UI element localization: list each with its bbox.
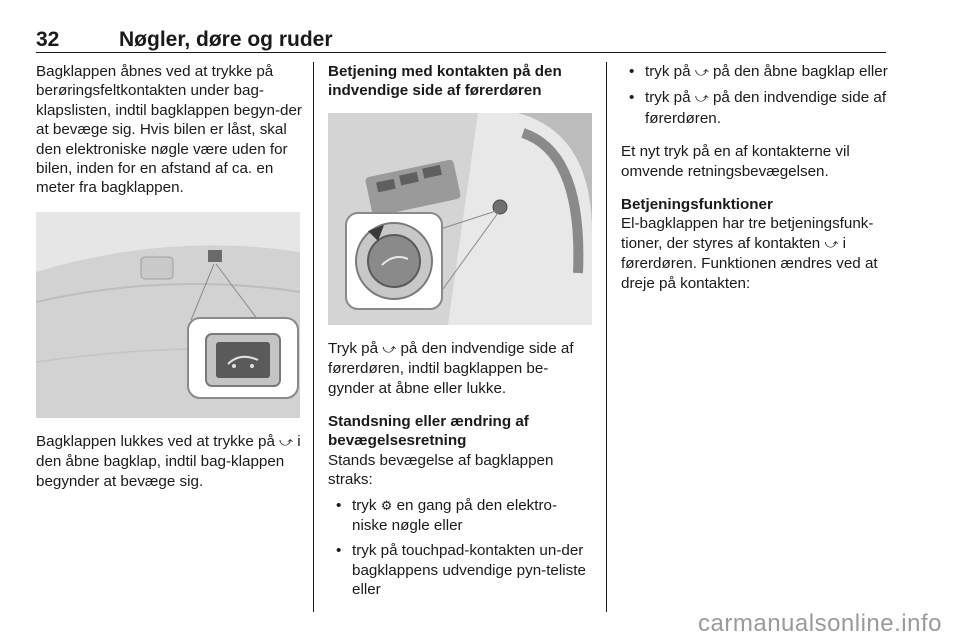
tailgate-icon: ⤻ — [279, 434, 294, 450]
list-item: • tryk ⚙ en gang på den elektro-niske nøgle eller — [328, 496, 592, 536]
list-item: • tryk på ⤻ på den indvendige side af førerdøren. — [621, 88, 891, 128]
driver-door-switch-figure — [328, 113, 592, 325]
chapter-title: Nøgler, døre og ruder — [119, 28, 333, 51]
tailgate-icon: ⤻ — [694, 91, 709, 107]
column-divider-2 — [606, 62, 607, 612]
tailgate-icon: ⤻ — [694, 65, 709, 80]
column-2 — [328, 62, 592, 614]
column-divider-1 — [313, 62, 314, 612]
stop-methods-list — [328, 496, 592, 600]
page-header — [36, 26, 886, 54]
paragraph-operating-functions: El-bagklappen har tre betjeningsfunk-tioner, der styres af kontakten ⤻ i førerdøren. Funktionen ændres ved at dreje på kontakten: — [621, 215, 878, 292]
heading-operating-functions: Betjeningsfunktioner — [621, 196, 773, 214]
column-3 — [621, 62, 891, 307]
tailgate-switch-figure — [36, 212, 300, 418]
paragraph-reverse-direction: Et nyt tryk på en af kontakterne vil omvende retningsbevægelsen. — [621, 143, 850, 180]
heading-stop-reverse: Standsning eller ændring af bevægelsesretning — [328, 413, 529, 450]
list-item: • tryk på ⤻ på den åbne bagklap eller — [621, 62, 891, 82]
list-item: • tryk på touchpad-kontakten un-der bagklappens udvendige pyn-teliste eller — [328, 541, 592, 599]
header-rule — [36, 52, 886, 53]
paragraph-press-switch: Tryk på ⤻ på den indvendige side af førerdøren, indtil bagklappen be-gynder at åbne eller lukke. — [328, 339, 574, 397]
paragraph-stop-motion: Stands bevægelse af bagklappen straks: — [328, 451, 554, 489]
key-icon: ⚙ — [380, 498, 393, 514]
heading-driver-door-switch: Betjening med kontakten på den indvendige side af førerdøren — [328, 63, 562, 100]
paragraph-close-tailgate: Bagklappen lukkes ved at trykke på ⤻ i den åbne bagklap, indtil bag-klappen begynder at bevæge sig. — [36, 432, 301, 490]
tailgate-icon: ⤻ — [824, 236, 839, 252]
page-number: 32 — [36, 28, 60, 51]
tailgate-icon: ⤻ — [382, 341, 397, 357]
watermark: carmanualsonline.info — [698, 610, 942, 637]
stop-methods-list-continued — [621, 62, 891, 128]
column-1 — [36, 62, 302, 505]
paragraph-open-tailgate: Bagklappen åbnes ved at trykke på berøringsfeltkontakten under bag-klapslisten, indtil bagklappen begyn-der at bevæge sig. Hvis bilen er låst, skal den elektroniske nøgle være uden for bilen, inden for en afstand af ca. en meter fra bagklappen. — [36, 63, 302, 197]
